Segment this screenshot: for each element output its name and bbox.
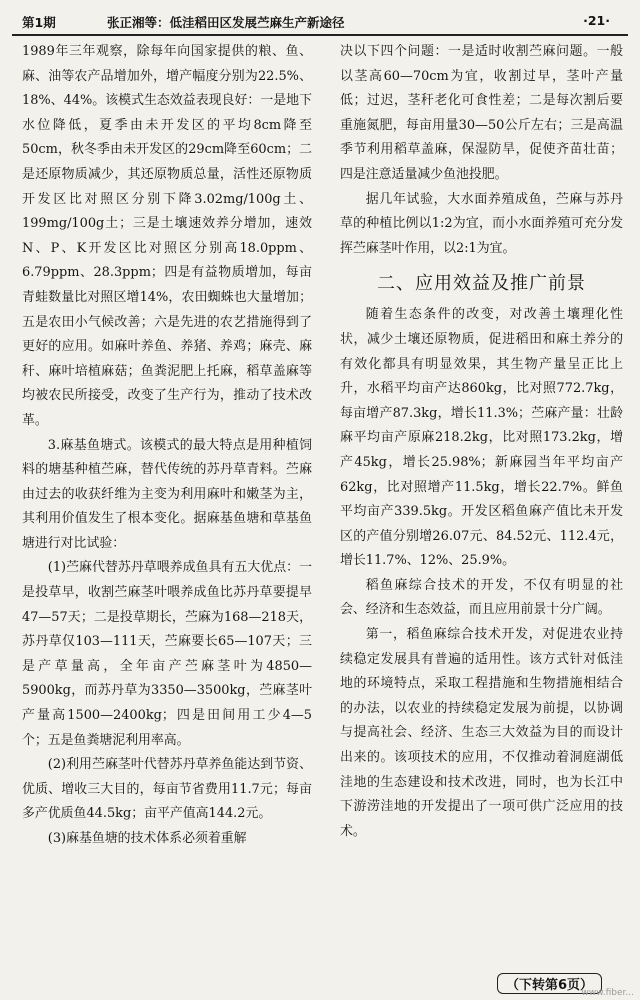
left-column [22,40,312,972]
paragraph: 1989年三年观察，除每年向国家提供的粮、鱼、麻、油等农产品增加外，增产幅度分别为22.5%、18%、44%。该模式生态效益表现良好：一是地下水位降低，夏季由未开发区的平均8cm降至50cm，秋冬季由未开发区的29cm降至60cm；二是还原物质减少，其还原物质总量，活性还原物质开发区比对照区分别下降3.02mg/100g土、199mg/100g土；三是土壤速效养分增加，速效N、P、K开发区比对照区分别高18.0ppm、6.79ppm、28.3ppm；四是有益物质增加，每亩青蛙数量比对照区增14%，农田蜘蛛也大量增加；五是农田小气候改善；六是先进的农艺措施得到了更好的应用。如麻叶养鱼、养猪、养鸡；麻壳、麻秆、麻叶培植麻菇；鱼粪泥肥上托麻，稻草盖麻等均被农民所接受，改变了生产行为，推动了技术改革。 [22,44,312,428]
continued-note: （下转第6页） [497,973,602,994]
watermark: www.fiber... [581,988,634,998]
right-column [340,40,623,972]
page-number: ·21· [583,13,610,28]
paragraph: 稻鱼麻综合技术的开发，不仅有明显的社会、经济和生态效益，而且应用前景十分广阔。 [340,577,623,618]
paragraph: (2)利用苎麻茎叶代替苏丹草养鱼能达到节资、优质、增收三大目的，每亩节省费用11.7元；每亩多产优质鱼44.5kg；亩平产值高144.2元。 [22,757,312,822]
paragraph: 随着生态条件的改变，对改善土壤理化性状，减少土壤还原物质，促进稻田和麻土养分的有效化都具有明显效果，其生物产量呈正比上升，水稻平均亩产达860kg，比对照772.7kg，每亩增产87.3kg，增长11.3%；苎麻产量：壮龄麻平均亩产原麻218.2kg，比对照173.2kg，增产45kg，增长25.98%；新麻园当年平均亩产62kg，比对照增产11.5kg，增长22.7%。鲜鱼平均亩产339.5kg。开发区稻鱼麻产值比未开发区的产值分别增26.07元、84.52元、112.4元，增长11.7%、12%、25.9%。 [340,307,623,569]
paragraph: 第一，稻鱼麻综合技术开发，对促进农业持续稳定发展具有普遍的适用性。该方式针对低洼地的环境特点，采取工程措施和生物措施相结合的办法，以农业的持续稳定发展为前提，以协调与提高社会、经济、生态三大效益为目的而设计出来的。该项技术的应用，不仅推动着洞庭湖低洼地的生态建设和技术改进，同时，也为长江中下游涝洼地的开发提出了一项可供广泛应用的技术。 [340,627,623,839]
paragraph: 决以下四个问题：一是适时收割苎麻问题。一般以茎高60—70cm为宜，收割过早，茎叶产量低；过迟，茎秆老化可食性差；二是每次割后要重施氮肥，每亩用量30—50公斤左右；三是高温季节利用稻草盖麻，保湿防旱，促使齐苗壮苗；四是注意适量减少鱼池投肥。 [340,44,623,182]
issue-number: 第1期 [22,15,56,30]
paragraph: (3)麻基鱼塘的技术体系必须着重解 [47,831,247,846]
paragraph: 3.麻基鱼塘式。该模式的最大特点是用种植饲料的塘基种植苎麻，替代传统的苏丹草青料。苎麻由过去的收获纤维为主变为利用麻叶和嫩茎为主，其利用价值发生了根本变化。据麻基鱼塘和草基鱼塘进行对比试验： [22,437,312,551]
paragraph: 据几年试验，大水面养殖成鱼，苎麻与苏丹草的种植比例以1:2为宜，而小水面养殖可充分发挥苎麻茎叶作用，以2:1为宜。 [340,191,623,256]
running-header [12,8,628,36]
section-heading: 二、应用效益及推广前景 [377,273,586,295]
running-title: 张正湘等：低洼稻田区发展苎麻生产新途径 [107,15,345,30]
paragraph: (1)苎麻代替苏丹草喂养成鱼具有五大优点：一是投草早，收割苎麻茎叶喂养成鱼比苏丹草要提早47—57天；二是投草期长，苎麻为168—218天，苏丹草仅103—111天，苎麻要长65—107天；三是产草量高，全年亩产苎麻茎叶为4850—5900kg，而苏丹草为3350—3500kg，苎麻茎叶产量高1500—2400kg；四是田间用工少4—5个；五是鱼粪塘泥利用率高。 [22,560,312,748]
